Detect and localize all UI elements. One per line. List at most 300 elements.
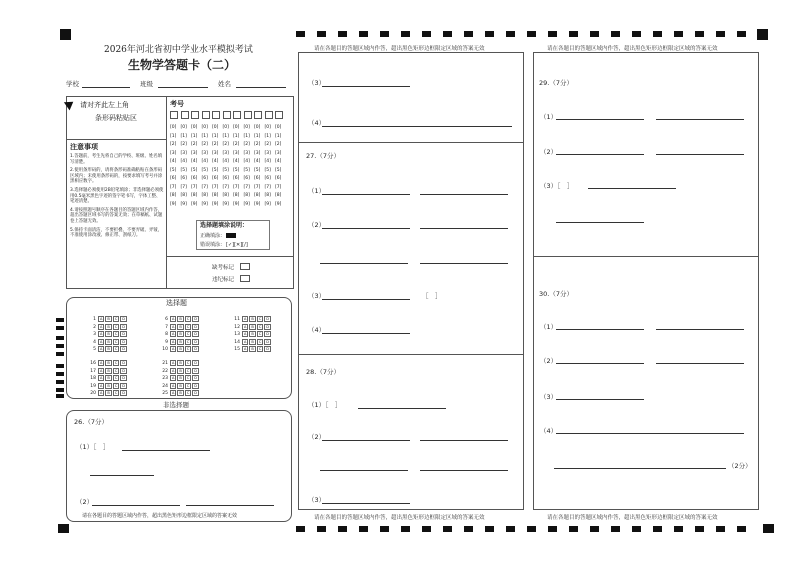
choice-bubble-a[interactable]: A [100, 317, 103, 321]
digit-bubble[interactable]: [7] [243, 184, 250, 190]
question-number: 11 [234, 317, 240, 322]
digit-bubble[interactable]: [6] [243, 176, 250, 181]
choice-bubble-d[interactable]: D [194, 361, 197, 365]
choice-bubble-b[interactable]: B [251, 347, 254, 351]
q27-part2-line2[interactable] [420, 228, 508, 229]
digit-bubble[interactable]: [2] [233, 142, 240, 147]
q26-part1-line[interactable] [122, 450, 210, 451]
q27-part1-line2[interactable] [420, 194, 508, 195]
timing-mark [506, 526, 515, 532]
choice-bubble-a[interactable]: A [172, 391, 175, 395]
q30-part2-line2[interactable] [656, 363, 744, 364]
digit-bubble[interactable]: [9] [170, 201, 177, 207]
exam-number-box[interactable] [265, 111, 273, 119]
choice-bubble-c[interactable]: C [186, 347, 190, 351]
digit-bubble[interactable]: [2] [243, 142, 250, 147]
digit-bubble[interactable]: [1] [254, 133, 261, 139]
digit-bubble[interactable]: [1] [233, 133, 240, 139]
choice-bubble-b[interactable]: B [107, 339, 110, 344]
q29-part3-line2[interactable] [556, 222, 644, 223]
digit-bubble[interactable]: [7] [233, 184, 240, 190]
digit-bubble[interactable]: [8] [264, 193, 271, 198]
q26-label: 26.（7分） [74, 418, 108, 426]
exam-number-box[interactable] [191, 111, 199, 119]
choice-bubble-d[interactable]: D [122, 324, 125, 329]
digit-bubble[interactable]: [2] [264, 142, 271, 147]
digit-bubble[interactable]: [8] [212, 193, 219, 198]
exam-number-box[interactable] [223, 111, 231, 119]
choice-bubble-c[interactable]: C [186, 368, 190, 373]
timing-mark [464, 526, 473, 532]
digit-bubble[interactable]: [5] [233, 167, 240, 173]
fill-guide-title: 选择题填涂说明： [200, 222, 249, 229]
timing-mark [380, 526, 389, 532]
choice-bubble-b[interactable]: B [179, 376, 182, 380]
choice-bubble-c[interactable]: C [186, 317, 190, 321]
digit-bubble[interactable]: [2] [170, 142, 177, 147]
exam-number-box[interactable] [202, 111, 210, 119]
q27-part2: （2） [308, 221, 326, 229]
q29-part2-line[interactable] [556, 154, 644, 155]
choice-bubble-a[interactable]: A [100, 347, 103, 351]
choice-bubble-b[interactable]: B [107, 332, 110, 336]
digit-bubble[interactable]: [8] [191, 193, 198, 198]
timing-mark [653, 31, 662, 37]
choice-bubble-c[interactable]: C [114, 383, 118, 388]
choice-bubble-b[interactable]: B [107, 324, 110, 329]
q29-part2: （2） [540, 148, 558, 156]
q26-part2-line2[interactable] [186, 505, 274, 506]
choice-bubble-a[interactable]: A [100, 361, 103, 365]
choice-bubble-b[interactable]: B [179, 339, 182, 344]
choice-bubble-d[interactable]: D [194, 368, 197, 373]
question-number: 13 [234, 332, 240, 337]
digit-bubble[interactable]: [3] [264, 150, 271, 156]
digit-bubble[interactable]: [9] [243, 201, 250, 207]
choice-bubble-c[interactable]: C [114, 376, 118, 380]
choice-bubble-b[interactable]: B [179, 361, 182, 365]
choice-bubble-d[interactable]: D [122, 339, 125, 344]
choice-bubble-b[interactable]: B [251, 324, 254, 329]
q26-part2-line[interactable] [92, 505, 180, 506]
digit-bubble[interactable]: [5] [201, 167, 208, 173]
digit-bubble[interactable]: [4] [264, 159, 271, 164]
q29-part1-line2[interactable] [656, 119, 744, 120]
name-field[interactable] [236, 87, 286, 88]
digit-bubble[interactable]: [3] [212, 150, 219, 156]
choice-bubble-c[interactable]: C [186, 383, 190, 388]
class-field[interactable] [158, 87, 208, 88]
digit-bubble[interactable]: [5] [170, 167, 177, 173]
choice-bubble-d[interactable]: D [266, 347, 269, 351]
q28-part1-line[interactable] [358, 408, 446, 409]
choice-bubble-c[interactable]: C [114, 339, 118, 344]
digit-bubble[interactable]: [1] [191, 133, 198, 139]
choice-bubble-c[interactable]: C [114, 324, 118, 329]
choice-bubble-c[interactable]: C [258, 347, 262, 351]
choice-bubble-b[interactable]: B [107, 376, 110, 380]
choice-bubble-a[interactable]: A [100, 324, 103, 329]
digit-bubble[interactable]: [2] [180, 142, 187, 147]
digit-bubble[interactable]: [0] [180, 125, 187, 130]
fill-guide-correct: 正确填涂： [200, 233, 226, 239]
choice-bubble-a[interactable]: A [172, 324, 175, 329]
question-number: 8 [165, 332, 168, 337]
choice-bubble-a[interactable]: A [172, 332, 175, 336]
q30-part2: （2） [540, 357, 558, 365]
exam-number-box[interactable] [275, 111, 283, 119]
digit-bubble[interactable]: [6] [191, 176, 198, 181]
digit-bubble[interactable]: [3] [170, 150, 177, 156]
q29-part1-line[interactable] [556, 119, 644, 120]
digit-bubble[interactable]: [5] [254, 167, 261, 173]
digit-bubble[interactable]: [9] [191, 201, 198, 207]
digit-bubble[interactable]: [0] [254, 125, 261, 130]
digit-bubble[interactable]: [5] [222, 167, 229, 173]
q28-part2-line4[interactable] [420, 470, 508, 471]
timing-mark [338, 526, 347, 532]
choice-bubble-a[interactable]: A [244, 324, 247, 329]
digit-bubble[interactable]: [1] [170, 133, 177, 139]
absent-checkbox[interactable] [240, 263, 250, 270]
choice-bubble-a[interactable]: A [100, 339, 103, 344]
q27-part2-line[interactable] [322, 228, 410, 229]
question-number: 19 [90, 383, 96, 389]
digit-bubble[interactable]: [9] [254, 201, 261, 207]
choice-bubble-d[interactable]: D [266, 324, 269, 329]
choice-bubble-d[interactable]: D [194, 324, 197, 329]
digit-bubble[interactable]: [6] [201, 176, 208, 181]
choice-bubble-b[interactable]: B [107, 383, 110, 388]
q26-part1-line2[interactable] [90, 475, 154, 476]
digit-bubble[interactable]: [2] [191, 142, 198, 147]
digit-bubble[interactable]: [2] [212, 142, 219, 147]
digit-bubble[interactable]: [5] [264, 167, 271, 173]
q28-part3-line[interactable] [322, 503, 410, 504]
digit-bubble[interactable]: [4] [243, 159, 250, 164]
choice-bubble-d[interactable]: D [122, 376, 125, 380]
exam-number-box[interactable] [170, 111, 178, 119]
mid-part3-line[interactable] [322, 86, 410, 87]
digit-bubble[interactable]: [1] [275, 133, 282, 139]
digit-bubble[interactable]: [4] [275, 159, 282, 164]
digit-bubble[interactable]: [8] [222, 193, 229, 198]
choice-bubble-c[interactable]: C [258, 324, 262, 329]
choice-bubble-c[interactable]: C [114, 332, 118, 336]
digit-bubble[interactable]: [7] [212, 184, 219, 190]
choice-bubble-b[interactable]: B [251, 332, 254, 336]
digit-bubble[interactable]: [6] [212, 176, 219, 181]
digit-bubble[interactable]: [9] [233, 201, 240, 207]
choice-bubble-b[interactable]: B [179, 324, 182, 329]
right-bottom-warning: 请在各题目的答题区域内作答，超出黑色矩形边框限定区域的答案无效 [547, 515, 718, 521]
choice-bubble-b[interactable]: B [179, 317, 182, 321]
choice-bubble-a[interactable]: A [172, 368, 175, 373]
digit-bubble[interactable]: [8] [170, 193, 177, 198]
timing-mark [56, 372, 64, 376]
choice-bubble-a[interactable]: A [172, 361, 175, 365]
timing-mark [443, 526, 452, 532]
digit-bubble[interactable]: [9] [180, 201, 187, 207]
alignment-mark-tr [757, 29, 768, 40]
digit-bubble[interactable]: [0] [212, 125, 219, 130]
digit-bubble[interactable]: [7] [275, 184, 282, 190]
digit-bubble[interactable]: [2] [275, 142, 282, 147]
choice-bubble-a[interactable]: A [172, 376, 175, 380]
q30-part1-line[interactable] [556, 329, 644, 330]
digit-bubble[interactable]: [8] [254, 193, 261, 198]
digit-bubble[interactable]: [3] [254, 150, 261, 156]
q28-part2-line3[interactable] [320, 470, 408, 471]
digit-bubble[interactable]: [6] [275, 176, 282, 181]
choice-bubble-d[interactable]: D [122, 368, 125, 373]
digit-bubble[interactable]: [4] [212, 159, 219, 164]
q30-points: （2分） [728, 462, 752, 470]
question-number: 23 [162, 376, 168, 381]
choice-bubble-a[interactable]: A [172, 383, 175, 388]
choice-bubble-d[interactable]: D [122, 347, 125, 351]
digit-bubble[interactable]: [3] [243, 150, 250, 156]
digit-bubble[interactable]: [6] [233, 176, 240, 181]
choice-bubble-d[interactable]: D [266, 332, 269, 336]
q27-part4-line[interactable] [322, 333, 410, 334]
choice-bubble-b[interactable]: B [107, 317, 110, 321]
digit-bubble[interactable]: [8] [233, 193, 240, 198]
choice-bubble-a[interactable]: A [100, 368, 103, 373]
digit-bubble[interactable]: [9] [222, 201, 229, 207]
q26-part1: （1）［ ］ [76, 443, 110, 451]
choice-bubble-d[interactable]: D [194, 391, 197, 395]
exam-number-box[interactable] [233, 111, 241, 119]
q27-part2-line3[interactable] [320, 263, 408, 264]
q30-part3-line[interactable] [556, 399, 644, 400]
choice-bubble-b[interactable]: B [107, 391, 110, 395]
q27-part1: （1） [308, 187, 326, 195]
digit-bubble[interactable]: [4] [201, 159, 208, 164]
choice-row [88, 360, 128, 367]
choice-bubble-a[interactable]: A [244, 317, 247, 321]
q30-part4-line2[interactable] [554, 468, 726, 469]
choice-bubble-b[interactable]: B [251, 317, 254, 321]
choice-bubble-a[interactable]: A [244, 347, 247, 351]
choice-bubble-d[interactable]: D [194, 347, 197, 351]
choice-bubble-c[interactable]: C [186, 391, 190, 395]
choice-row [232, 339, 272, 346]
digit-bubble[interactable]: [7] [264, 184, 271, 190]
digit-bubble[interactable]: [3] [275, 150, 282, 156]
choice-bubble-d[interactable]: D [122, 317, 125, 321]
digit-bubble[interactable]: [4] [180, 159, 187, 164]
timing-mark [422, 526, 431, 532]
digit-bubble[interactable]: [7] [170, 184, 177, 190]
choice-bubble-c[interactable]: C [186, 376, 190, 380]
choice-bubble-c[interactable]: C [186, 324, 190, 329]
digit-bubble[interactable]: [7] [222, 184, 229, 190]
digit-bubble[interactable]: [6] [264, 176, 271, 181]
q29-part3-line[interactable] [588, 188, 676, 189]
right-answer-frame [533, 52, 759, 510]
digit-bubble[interactable]: [0] [222, 125, 229, 130]
digit-bubble[interactable]: [0] [275, 125, 282, 130]
mid-part4-line[interactable] [322, 126, 512, 127]
digit-bubble[interactable]: [7] [191, 184, 198, 190]
digit-bubble[interactable]: [5] [191, 167, 198, 173]
mid-part3: （3） [308, 79, 326, 87]
choice-bubble-d[interactable]: D [122, 391, 125, 395]
digit-bubble[interactable]: [6] [254, 176, 261, 181]
choice-bubble-d[interactable]: D [266, 317, 269, 321]
choice-bubble-a[interactable]: A [100, 376, 103, 380]
choice-bubble-d[interactable]: D [194, 332, 197, 336]
digit-bubble[interactable]: [2] [201, 142, 208, 147]
digit-bubble[interactable]: [0] [191, 125, 198, 130]
digit-bubble[interactable]: [1] [243, 133, 250, 139]
choice-bubble-c[interactable]: C [258, 332, 262, 336]
choice-bubble-a[interactable]: A [100, 391, 103, 395]
choice-bubble-b[interactable]: B [179, 383, 182, 388]
choice-bubble-c[interactable]: C [186, 339, 190, 344]
digit-bubble[interactable]: [7] [254, 184, 261, 190]
choice-bubble-c[interactable]: C [258, 317, 262, 321]
choice-bubble-a[interactable]: A [100, 383, 103, 388]
digit-bubble[interactable]: [2] [254, 142, 261, 147]
digit-bubble[interactable]: [4] [222, 159, 229, 164]
choice-row [160, 346, 200, 353]
choice-bubble-c[interactable]: C [114, 317, 118, 321]
digit-bubble[interactable]: [1] [201, 133, 208, 139]
choice-bubble-d[interactable]: D [194, 339, 197, 344]
q28-part2-line[interactable] [322, 440, 410, 441]
choice-row [88, 390, 128, 397]
digit-bubble[interactable]: [5] [212, 167, 219, 173]
choice-bubble-c[interactable]: C [186, 361, 190, 365]
question-number: 3 [93, 332, 96, 337]
q27-part1-line[interactable] [322, 194, 410, 195]
digit-bubble[interactable]: [8] [275, 193, 282, 198]
digit-bubble[interactable]: [2] [222, 142, 229, 147]
digit-bubble[interactable]: [1] [264, 133, 271, 139]
digit-bubble[interactable]: [7] [201, 184, 208, 190]
timing-mark [359, 31, 368, 37]
choice-bubble-c[interactable]: C [114, 391, 118, 395]
choice-bubble-c[interactable]: C [258, 339, 262, 344]
choice-bubble-a[interactable]: A [244, 332, 247, 336]
digit-bubble[interactable]: [5] [243, 167, 250, 173]
fill-guide-wrong: 错误填涂： [200, 242, 226, 248]
timing-mark [527, 526, 536, 532]
choice-bubble-b[interactable]: B [107, 361, 110, 365]
digit-bubble[interactable]: [9] [201, 201, 208, 207]
digit-bubble[interactable]: [4] [170, 159, 177, 164]
choice-bubble-a[interactable]: A [100, 332, 103, 336]
digit-bubble[interactable]: [0] [170, 125, 177, 130]
digit-bubble[interactable]: [7] [180, 184, 187, 190]
digit-bubble[interactable]: [0] [233, 125, 240, 130]
choice-bubble-a[interactable]: A [172, 339, 175, 344]
choice-bubble-b[interactable]: B [179, 368, 182, 373]
digit-bubble[interactable]: [9] [212, 201, 219, 207]
choice-bubble-b[interactable]: B [251, 339, 254, 344]
q30-part1-line2[interactable] [656, 329, 744, 330]
digit-bubble[interactable]: [4] [233, 159, 240, 164]
school-field[interactable] [82, 87, 130, 88]
timing-mark [422, 31, 431, 37]
digit-bubble[interactable]: [5] [180, 167, 187, 173]
q30-part4-line[interactable] [556, 433, 744, 434]
digit-bubble[interactable]: [1] [222, 133, 229, 139]
digit-bubble[interactable]: [4] [254, 159, 261, 164]
digit-bubble[interactable]: [6] [170, 176, 177, 181]
timing-mark [737, 526, 746, 532]
question-number: 4 [93, 339, 96, 345]
q27-part3-line[interactable] [322, 299, 410, 300]
digit-bubble[interactable]: [3] [191, 150, 198, 156]
choice-bubble-d[interactable]: D [122, 383, 125, 388]
choice-bubble-d[interactable]: D [266, 339, 269, 344]
digit-bubble[interactable]: [9] [264, 201, 271, 207]
digit-bubble[interactable]: [3] [222, 150, 229, 156]
q29-part2-line2[interactable] [656, 154, 744, 155]
choice-bubble-b[interactable]: B [179, 347, 182, 351]
digit-bubble[interactable]: [1] [212, 133, 219, 139]
choice-bubble-d[interactable]: D [194, 317, 197, 321]
choice-bubble-b[interactable]: B [107, 368, 110, 373]
exam-number-box[interactable] [212, 111, 220, 119]
exam-number-box[interactable] [181, 111, 189, 119]
digit-bubble[interactable]: [8] [243, 193, 250, 198]
q30-part2-line[interactable] [556, 363, 644, 364]
choice-bubble-c[interactable]: C [186, 332, 190, 336]
digit-bubble[interactable]: [5] [275, 167, 282, 173]
choice-bubble-d[interactable]: D [194, 383, 197, 388]
digit-bubble[interactable]: [3] [180, 150, 187, 156]
barcode-divider-h [66, 139, 166, 140]
violation-checkbox[interactable] [240, 275, 250, 282]
digit-bubble[interactable]: [0] [243, 125, 250, 130]
choice-bubble-a[interactable]: A [244, 339, 247, 344]
digit-bubble[interactable]: [0] [264, 125, 271, 130]
choice-bubble-a[interactable]: A [172, 347, 175, 351]
choice-bubble-c[interactable]: C [114, 361, 118, 365]
choice-bubble-d[interactable]: D [122, 361, 125, 365]
digit-bubble[interactable]: [0] [201, 125, 208, 130]
choice-bubble-c[interactable]: C [114, 368, 118, 373]
choice-bubble-d[interactable]: D [122, 332, 125, 336]
q28-part2-line2[interactable] [420, 440, 508, 441]
choice-bubble-b[interactable]: B [107, 347, 110, 351]
digit-bubble[interactable]: [3] [233, 150, 240, 156]
digit-bubble[interactable]: [6] [180, 176, 187, 181]
digit-bubble[interactable]: [3] [201, 150, 208, 156]
digit-bubble[interactable]: [4] [191, 159, 198, 164]
choice-bubble-c[interactable]: C [114, 347, 118, 351]
choice-bubble-b[interactable]: B [179, 391, 182, 395]
digit-bubble[interactable]: [8] [180, 193, 187, 198]
exam-number-box[interactable] [254, 111, 262, 119]
digit-bubble[interactable]: [9] [275, 201, 282, 207]
choice-bubble-b[interactable]: B [179, 332, 182, 336]
q27-part2-line4[interactable] [420, 263, 508, 264]
choice-row [88, 375, 128, 382]
choice-row [88, 316, 128, 323]
choice-row [160, 390, 200, 397]
digit-bubble[interactable]: [6] [222, 176, 229, 181]
exam-number-box[interactable] [244, 111, 252, 119]
digit-bubble[interactable]: [1] [180, 133, 187, 139]
digit-bubble[interactable]: [8] [201, 193, 208, 198]
choice-bubble-a[interactable]: A [172, 317, 175, 321]
choice-bubble-d[interactable]: D [194, 376, 197, 380]
